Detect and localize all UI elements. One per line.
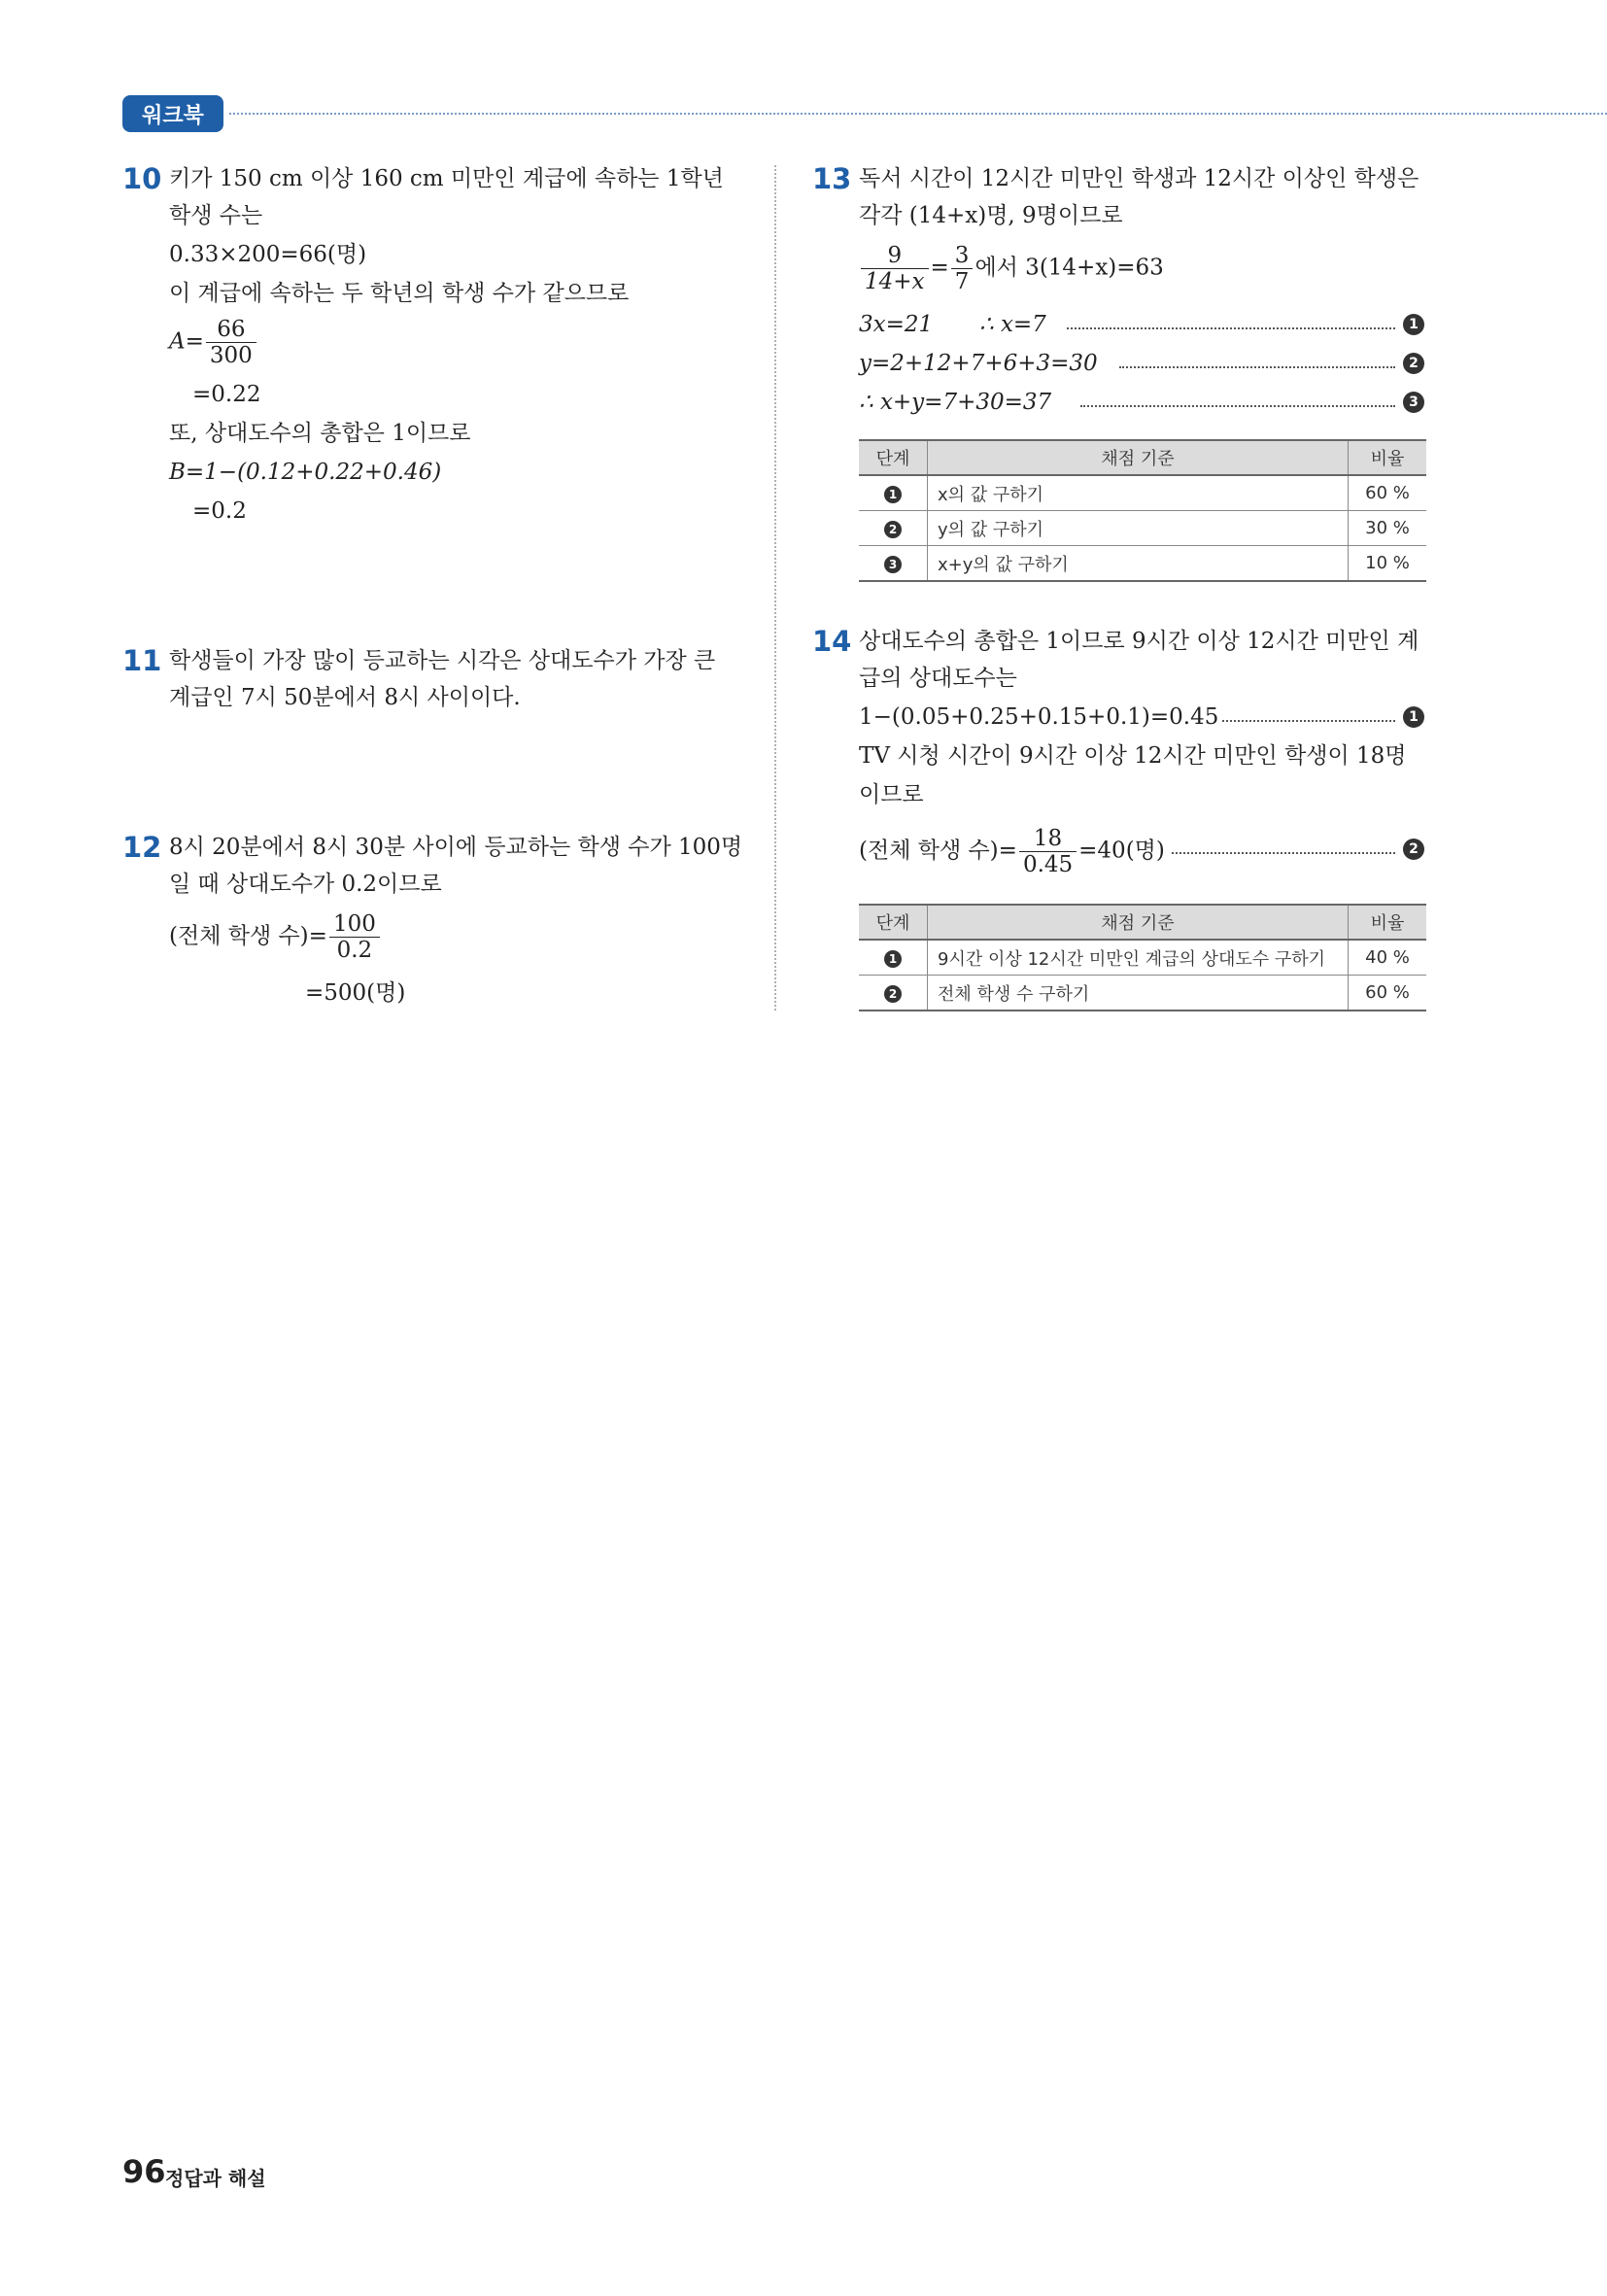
p14-fraction <box>1019 826 1077 877</box>
p14-header-ratio: 비율 <box>1349 905 1427 940</box>
p13-row-2-step <box>859 511 928 546</box>
p13-step-1a: 3x=21 <box>859 312 934 337</box>
table-row <box>859 511 1426 546</box>
p13-step-3: ∴ x+y=7+30=37 <box>859 390 1052 415</box>
p13-mark-2: 2 <box>1403 353 1424 374</box>
p14-row-2-criterion: 전체 학생 수 구하기 <box>928 976 1349 1011</box>
p13-table-header-row <box>859 440 1426 475</box>
p13-mark-1: 1 <box>1403 314 1424 335</box>
p10-line-4: 이 계급에 속하는 두 학년의 학생 수가 같으므로 <box>169 281 630 306</box>
p12-line-2: 일 때 상대도수가 0.2이므로 <box>169 872 442 897</box>
p14-numerator: 18 <box>1019 826 1077 852</box>
p13-row-1-ratio: 60 % <box>1349 475 1427 511</box>
p14-mark-2: 2 <box>1403 839 1424 860</box>
p13-after: 에서 3(14+x)=63 <box>974 255 1164 281</box>
p14-line-4: TV 시청 시간이 9시간 이상 12시간 미만인 학생이 18명 <box>859 743 1407 769</box>
table-row <box>859 475 1426 511</box>
p12-result: =500(명) <box>305 980 406 1006</box>
p14-grading-table <box>859 904 1426 1011</box>
header-rule <box>229 113 1607 115</box>
p14-row-1-step-mark: 1 <box>884 950 902 968</box>
p10-line-3: 0.33×200=66(명) <box>169 242 367 267</box>
p14-row-2-step-mark: 2 <box>884 985 902 1003</box>
p13-row-2-step-mark: 2 <box>884 521 902 538</box>
p14-mark-1: 1 <box>1403 706 1424 728</box>
p13-header-step: 단계 <box>859 440 928 475</box>
p12-equation <box>169 911 382 963</box>
p13-fraction-2-numerator: 3 <box>951 243 974 269</box>
p13-leader-1 <box>1067 327 1395 329</box>
table-row <box>859 546 1426 582</box>
p10-b-equation: B=1−(0.12+0.22+0.46) <box>169 460 442 485</box>
problem-14-number: 14 <box>812 625 852 658</box>
p13-grading-table <box>859 439 1426 582</box>
p14-row-1-step <box>859 940 928 976</box>
p13-fraction-1-denominator: 14+x <box>865 269 925 294</box>
p10-line-1: 키가 150 cm 이상 160 cm 미만인 계급에 속하는 1학년 <box>169 166 724 191</box>
p14-line-5: 이므로 <box>859 782 924 807</box>
p10-a-numerator: 66 <box>206 317 256 343</box>
problem-10-number: 10 <box>122 162 162 195</box>
table-row <box>859 940 1426 976</box>
p11-line-1: 학생들이 가장 많이 등교하는 시각은 상대도수가 가장 큰 <box>169 648 716 673</box>
p13-row-1-step <box>859 475 928 511</box>
p12-line-1: 8시 20분에서 8시 30분 사이에 등교하는 학생 수가 100명 <box>169 835 743 860</box>
p13-row-2-criterion: y의 값 구하기 <box>928 511 1349 546</box>
p13-mark-3: 3 <box>1403 392 1424 413</box>
p10-a-lhs: A= <box>169 328 204 355</box>
p10-a-fraction <box>206 317 256 368</box>
p13-fraction-1-numerator: 9 <box>861 243 929 269</box>
p13-row-3-criterion: x+y의 값 구하기 <box>928 546 1349 582</box>
p14-row-1-criterion: 9시간 이상 12시간 미만인 계급의 상대도수 구하기 <box>928 940 1349 976</box>
p13-step-2: y=2+12+7+6+3=30 <box>859 351 1098 376</box>
column-divider <box>774 165 776 1011</box>
p14-line-2: 급의 상대도수는 <box>859 666 1017 691</box>
p13-header-criterion: 채점 기준 <box>928 440 1349 475</box>
p14-denominator: 0.45 <box>1022 852 1074 877</box>
p14-row-1-ratio: 40 % <box>1349 940 1427 976</box>
page-number: 96 <box>122 2153 166 2190</box>
p13-row-1-criterion: x의 값 구하기 <box>928 475 1349 511</box>
p13-fraction-2 <box>951 243 974 294</box>
p14-lhs: (전체 학생 수)= <box>859 838 1017 864</box>
p13-leader-2 <box>1119 366 1395 368</box>
p10-line-2: 학생 수는 <box>169 203 263 228</box>
p10-a-result: =0.22 <box>192 382 261 407</box>
problem-11-number: 11 <box>122 644 162 677</box>
p13-equation <box>859 243 1164 294</box>
p12-numerator: 100 <box>329 911 380 938</box>
section-tag: 워크북 <box>122 95 223 132</box>
p14-header-criterion: 채점 기준 <box>928 905 1349 940</box>
p13-row-2-ratio: 30 % <box>1349 511 1427 546</box>
p13-step-1b: ∴ x=7 <box>979 312 1046 337</box>
p14-leader-2 <box>1172 852 1395 854</box>
p13-fraction-1 <box>861 243 929 294</box>
p14-equation <box>859 826 1165 877</box>
p13-row-3-step <box>859 546 928 582</box>
p14-header-step: 단계 <box>859 905 928 940</box>
p13-leader-3 <box>1080 405 1395 407</box>
problem-12-number: 12 <box>122 831 162 864</box>
p14-line-1: 상대도수의 총합은 1이므로 9시간 이상 12시간 미만인 계 <box>859 629 1419 654</box>
p14-table-header-row <box>859 905 1426 940</box>
p10-a-denominator: 300 <box>209 343 253 368</box>
p10-line-5: 또, 상대도수의 총합은 1이므로 <box>169 421 471 446</box>
p14-line-3: 1−(0.05+0.25+0.15+0.1)=0.45 <box>859 704 1219 730</box>
p12-fraction <box>329 911 380 963</box>
p13-line-1: 독서 시간이 12시간 미만인 학생과 12시간 이상인 학생은 <box>859 166 1419 191</box>
p14-row-2-step <box>859 976 928 1011</box>
p13-row-3-step-mark: 3 <box>884 556 902 573</box>
p13-row-1-step-mark: 1 <box>884 486 902 503</box>
footer-label: 정답과 해설 <box>165 2167 266 2190</box>
p13-row-3-ratio: 10 % <box>1349 546 1427 582</box>
p14-row-2-ratio: 60 % <box>1349 976 1427 1011</box>
p11-line-2: 계급인 7시 50분에서 8시 사이이다. <box>169 685 521 710</box>
p10-b-result: =0.2 <box>192 498 247 524</box>
p12-lhs: (전체 학생 수)= <box>169 923 327 949</box>
p13-fraction-2-denominator: 7 <box>954 269 970 294</box>
p13-equals: = <box>930 255 949 281</box>
p10-a-equation <box>169 317 258 368</box>
p14-result: =40(명) <box>1078 838 1165 864</box>
p13-line-2: 각각 (14+x)명, 9명이므로 <box>859 203 1123 228</box>
problem-13-number: 13 <box>812 162 852 195</box>
p14-leader-1 <box>1222 720 1395 722</box>
table-row <box>859 976 1426 1011</box>
p12-denominator: 0.2 <box>336 938 373 963</box>
p13-header-ratio: 비율 <box>1349 440 1427 475</box>
